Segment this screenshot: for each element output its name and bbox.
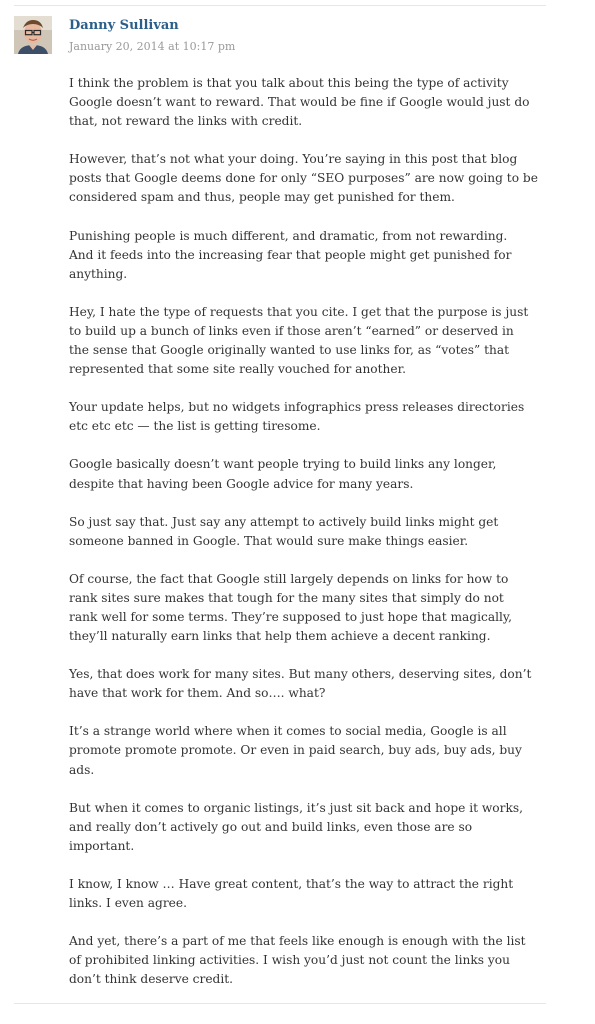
comment-timestamp-link[interactable]: January 20, 2014 at 10:17 pm bbox=[69, 40, 236, 53]
comment-paragraph: But when it comes to organic listings, it’s just sit back and hope it works, and really don’t actively go out and build links, even those are so important. bbox=[69, 800, 523, 853]
comment-paragraph: Punishing people is much different, and dramatic, from not rewarding. And it feeds into the increasing fear that people might get punished for anything. bbox=[69, 228, 512, 281]
comment-divider-top bbox=[14, 5, 546, 6]
comment-paragraph: And yet, there’s a part of me that feels like enough is enough with the list of prohibited linking activities. I wish you’d just not count the links you don’t think deserve credit. bbox=[69, 934, 526, 987]
comment-body bbox=[69, 74, 559, 1008]
person-avatar-icon bbox=[14, 16, 52, 54]
comment-paragraph: However, that’s not what your doing. You’re saying in this post that blog posts that Google deems done for only “SEO purposes” are now going to be considered spam and thus, people may get punished for them. bbox=[69, 152, 538, 205]
comment-paragraph: So just say that. Just say any attempt to actively build links might get someone banned in Google. That would sure make things easier. bbox=[69, 514, 499, 548]
comment-paragraph: I think the problem is that you talk about this being the type of activity Google doesn’t want to reward. That would be fine if Google would just do that, not reward the links with credit. bbox=[69, 76, 530, 129]
comment-author-link[interactable]: Danny Sullivan bbox=[69, 18, 179, 33]
comment-paragraph: It’s a strange world where when it comes to social media, Google is all promote promote promote. Or even in paid search, buy ads, buy ads, buy ads. bbox=[69, 724, 522, 777]
comment-paragraph: Hey, I hate the type of requests that you cite. I get that the purpose is just to build up a bunch of links even if those aren’t “earned” or deserved in the sense that Google originally wanted to use links for, as “votes” that represented that some site really vouched for another. bbox=[69, 304, 529, 377]
comment-paragraph: Your update helps, but no widgets infographics press releases directories etc etc etc — the list is getting tiresome. bbox=[69, 400, 525, 434]
comment-paragraph: I know, I know … Have great content, that’s the way to attract the right links. I even agree. bbox=[69, 876, 514, 910]
comment-paragraph: Yes, that does work for many sites. But many others, deserving sites, don’t have that work for them. And so…. what? bbox=[69, 667, 532, 701]
comment-divider-bottom bbox=[14, 1003, 546, 1004]
comment-paragraph: Google basically doesn’t want people trying to build links any longer, despite that having been Google advice for many years. bbox=[69, 457, 497, 491]
avatar[interactable] bbox=[14, 16, 52, 54]
comment-paragraph: Of course, the fact that Google still largely depends on links for how to rank sites sure makes that tough for the many sites that simply do not rank well for some terms. They’re supposed to just hope that magically, they’ll naturally earn links that help them achieve a decent ranking. bbox=[69, 571, 513, 644]
